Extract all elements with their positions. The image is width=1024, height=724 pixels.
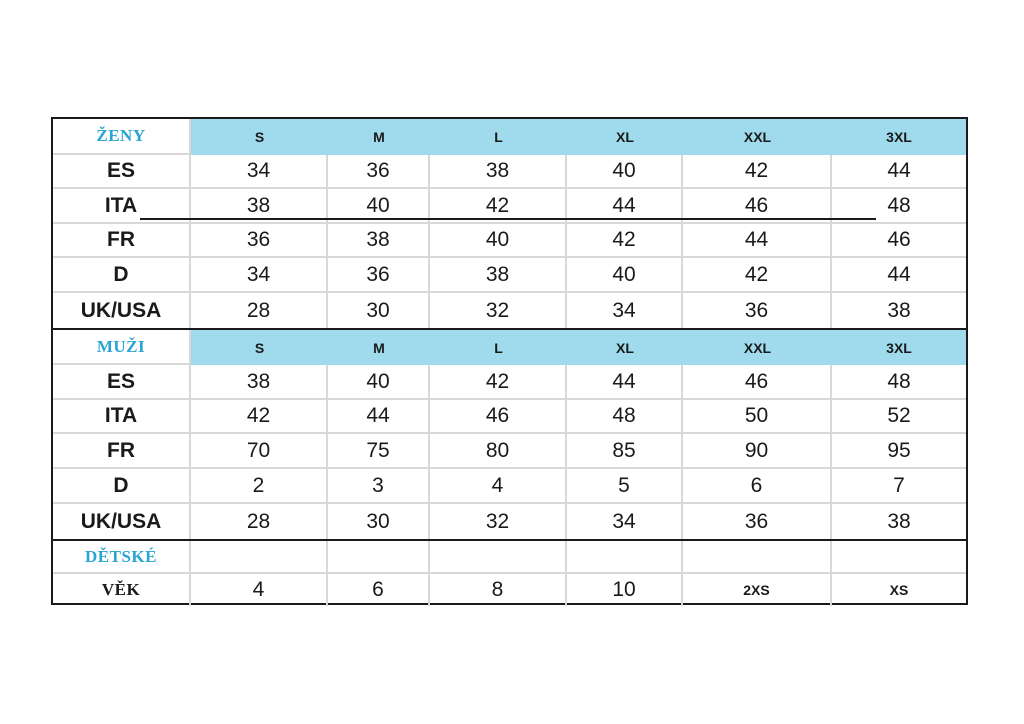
size-value: 36 xyxy=(328,258,430,293)
row-label: ITA xyxy=(53,189,191,224)
size-value: 42 xyxy=(430,189,567,224)
size-header: S xyxy=(191,330,328,365)
size-value: 38 xyxy=(191,189,328,224)
age-label: VĚK xyxy=(53,574,191,606)
size-value: 46 xyxy=(832,224,966,258)
row-label: D xyxy=(53,469,191,504)
size-value: 44 xyxy=(328,400,430,434)
size-header: M xyxy=(328,119,430,155)
size-value: 32 xyxy=(430,504,567,539)
size-value: 34 xyxy=(191,155,328,189)
size-value: 80 xyxy=(430,434,567,469)
size-value: 34 xyxy=(191,258,328,293)
size-value: 42 xyxy=(191,400,328,434)
empty-cell xyxy=(328,541,430,574)
size-value: 28 xyxy=(191,293,328,328)
empty-cell xyxy=(832,541,966,574)
size-header: M xyxy=(328,330,430,365)
men-section xyxy=(53,330,966,541)
size-value: 5 xyxy=(567,469,683,504)
size-value: 42 xyxy=(683,258,832,293)
row-label: UK/USA xyxy=(53,504,191,539)
women-section xyxy=(53,119,966,330)
row-label: FR xyxy=(53,434,191,469)
size-value: 50 xyxy=(683,400,832,434)
size-value: 42 xyxy=(683,155,832,189)
kids-section xyxy=(53,541,966,606)
age-value: 6 xyxy=(328,574,430,606)
size-value: 30 xyxy=(328,293,430,328)
size-value: 40 xyxy=(430,224,567,258)
size-value: 40 xyxy=(328,365,430,400)
size-value: 28 xyxy=(191,504,328,539)
size-value: 38 xyxy=(328,224,430,258)
size-value: 42 xyxy=(567,224,683,258)
row-label: FR xyxy=(53,224,191,258)
size-value: 38 xyxy=(430,258,567,293)
size-value: 32 xyxy=(430,293,567,328)
size-value: 44 xyxy=(832,155,966,189)
row-label: D xyxy=(53,258,191,293)
empty-cell xyxy=(683,541,832,574)
size-value: 90 xyxy=(683,434,832,469)
size-value: 46 xyxy=(683,189,832,224)
size-header: 3XL xyxy=(832,330,966,365)
size-header: XXL xyxy=(683,330,832,365)
size-value: 38 xyxy=(887,509,911,533)
size-value: 36 xyxy=(683,504,832,539)
size-value: 4 xyxy=(430,469,567,504)
size-value: 40 xyxy=(567,258,683,293)
size-value: 36 xyxy=(191,224,328,258)
age-value: 10 xyxy=(567,574,683,606)
kids-title: DĚTSKÉ xyxy=(53,541,191,574)
ita-row-divider xyxy=(140,218,430,220)
age-value: 4 xyxy=(191,574,328,606)
size-header: L xyxy=(430,330,567,365)
size-value: 85 xyxy=(567,434,683,469)
size-value: 36 xyxy=(683,293,832,328)
size-value: 46 xyxy=(683,365,832,400)
size-value: 30 xyxy=(328,504,430,539)
size-value: 42 xyxy=(430,365,567,400)
size-value: 44 xyxy=(567,365,683,400)
empty-cell xyxy=(191,541,328,574)
size-value: 2 xyxy=(191,469,328,504)
size-value: 34 xyxy=(567,293,683,328)
size-value: 7 xyxy=(832,469,966,504)
size-value: 38 xyxy=(887,298,911,322)
empty-cell xyxy=(430,541,567,574)
size-value: 40 xyxy=(567,155,683,189)
size-header: XL xyxy=(567,330,683,365)
women-title: ŽENY xyxy=(53,119,191,155)
size-value: 48 xyxy=(567,400,683,434)
size-value: 44 xyxy=(567,189,683,224)
size-value: 52 xyxy=(832,400,966,434)
size-header: XL xyxy=(567,119,683,155)
size-value: 3 xyxy=(328,469,430,504)
size-value: 38 xyxy=(191,365,328,400)
size-value: 48 xyxy=(832,189,966,224)
size-value: 38 xyxy=(430,155,567,189)
empty-cell xyxy=(567,541,683,574)
size-value: 48 xyxy=(832,365,966,400)
size-header: 3XL xyxy=(832,119,966,155)
row-label: UK/USA xyxy=(53,293,191,328)
size-value: 44 xyxy=(683,224,832,258)
size-chart-table xyxy=(51,117,968,605)
men-title: MUŽI xyxy=(53,330,191,365)
size-value: 40 xyxy=(328,189,430,224)
ita-row-divider xyxy=(430,218,876,220)
row-label: ES xyxy=(53,155,191,189)
size-header: S xyxy=(191,119,328,155)
size-value: 36 xyxy=(328,155,430,189)
size-header: L xyxy=(430,119,567,155)
size-value: 95 xyxy=(832,434,966,469)
age-value: 8 xyxy=(430,574,567,606)
size-value: 70 xyxy=(191,434,328,469)
size-value: 34 xyxy=(567,504,683,539)
row-label: ES xyxy=(53,365,191,400)
age-value: 2XS xyxy=(683,574,832,606)
size-value: 75 xyxy=(328,434,430,469)
age-value: XS xyxy=(889,582,909,598)
size-header: XXL xyxy=(683,119,832,155)
row-label: ITA xyxy=(53,400,191,434)
size-value: 46 xyxy=(430,400,567,434)
size-value: 6 xyxy=(683,469,832,504)
size-value: 44 xyxy=(832,258,966,293)
